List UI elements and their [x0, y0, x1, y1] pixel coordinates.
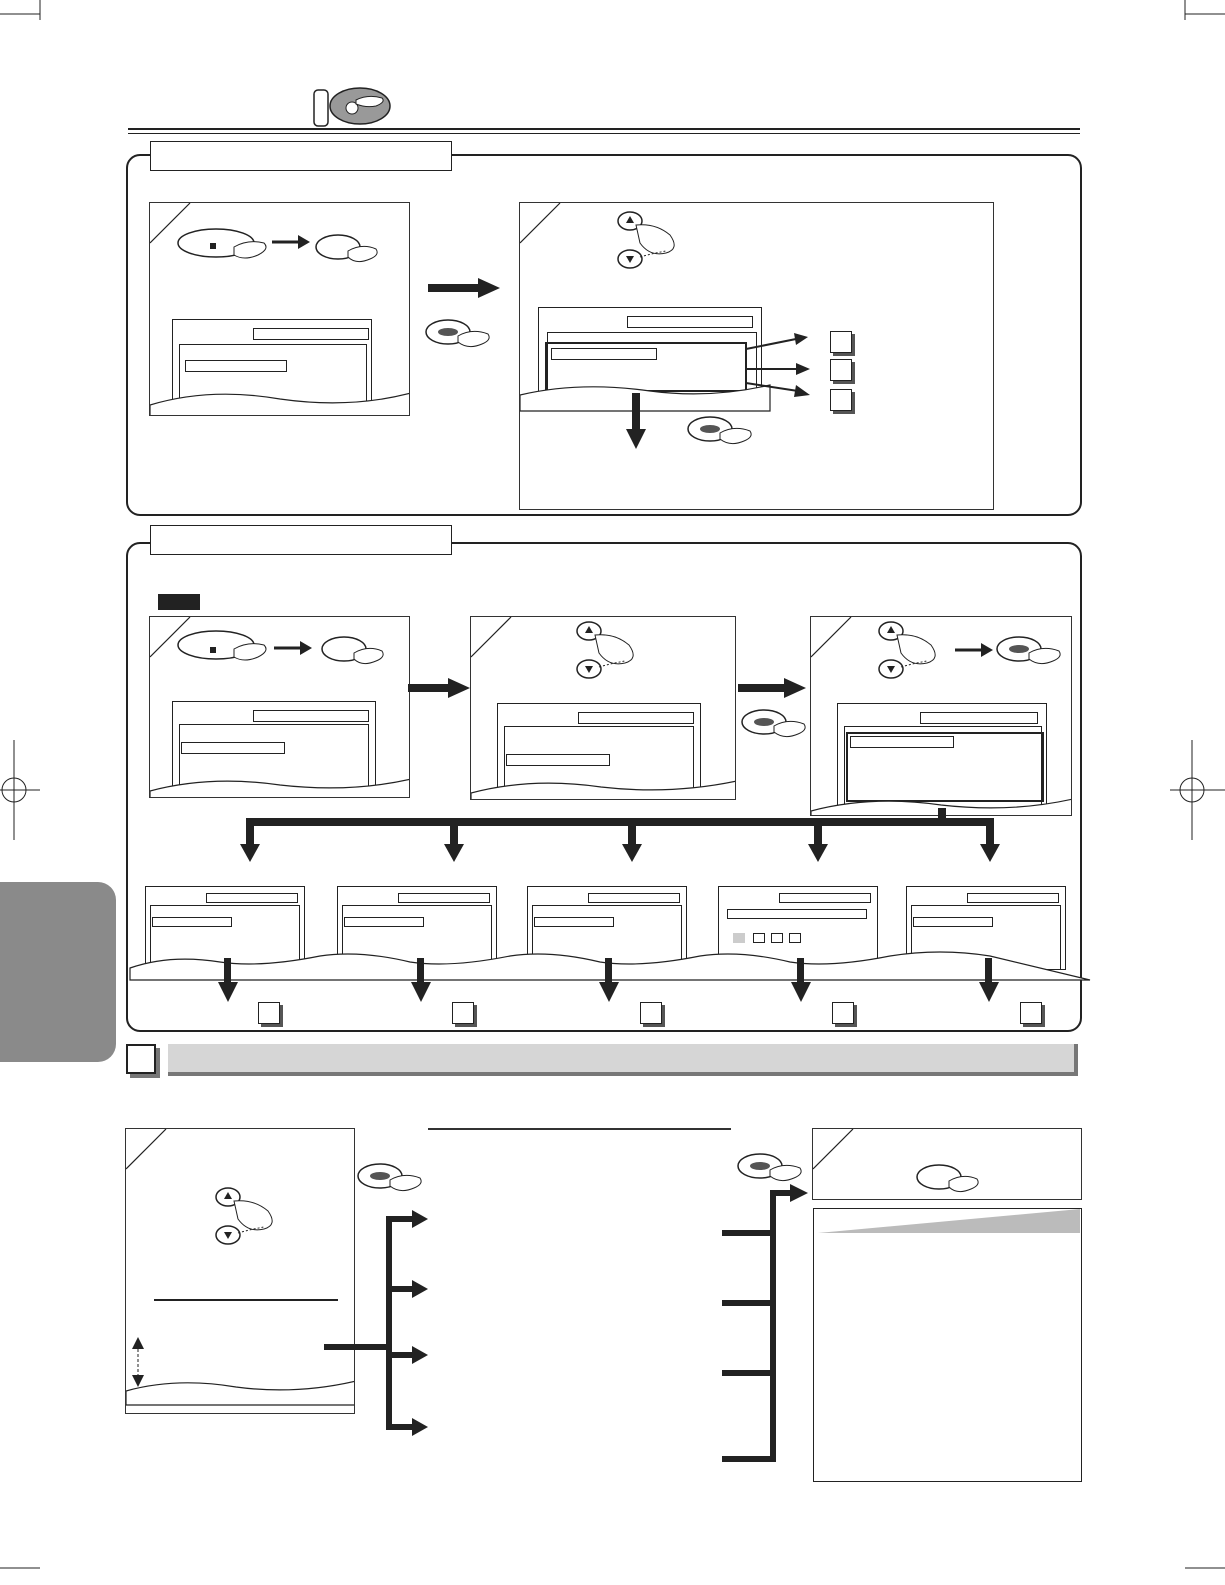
section-header-bar: [168, 1044, 1078, 1076]
panel-1-step-1: [149, 202, 410, 416]
panel-2-step-3: [810, 616, 1072, 816]
reference-box: [258, 1002, 280, 1024]
up-down-buttons-hand-icon: [210, 1183, 290, 1249]
screen-highlight-bar: [506, 754, 610, 766]
header-rule: [128, 128, 1080, 130]
screen-title-bar: [398, 893, 490, 903]
reference-box: [830, 389, 852, 411]
bottom-step-2: [428, 1128, 731, 1130]
screen-title-bar: [588, 893, 680, 903]
screen-title-bar: [253, 710, 369, 722]
reference-box: [1020, 1002, 1042, 1024]
remote-disc-hand-icon: [312, 82, 392, 127]
reference-box: [452, 1002, 474, 1024]
setup-button-hand-icon: [320, 631, 390, 676]
bottom-step-3: [812, 1128, 1082, 1200]
screen-tear: [520, 381, 780, 411]
arrow-icon: [428, 278, 504, 298]
reference-box: [832, 1002, 854, 1024]
screen-highlight-bar: [181, 742, 285, 754]
stop-button-hand-icon: [176, 623, 276, 673]
screen-tear: [150, 383, 410, 416]
setup-button-hand-icon: [314, 229, 384, 274]
step-corner: [520, 203, 580, 263]
step-corner: [811, 617, 871, 677]
arrow-icon: [272, 235, 312, 249]
panel-2-title-tab: [150, 525, 452, 555]
screen-title-bar: [206, 893, 298, 903]
distribution-arrows: [0, 808, 1225, 888]
up-down-buttons-hand-icon: [873, 617, 953, 683]
panel-2-step-2: [470, 616, 736, 800]
section-number-box: [126, 1044, 156, 1074]
setup-button-hand-icon: [915, 1159, 985, 1200]
reference-box: [830, 331, 852, 353]
step-corner: [813, 1129, 873, 1189]
screen-highlight-bar: [534, 917, 614, 927]
up-down-buttons-hand-icon: [612, 207, 692, 273]
enter-button-hand-icon: [740, 706, 816, 748]
screen-title-bar: [967, 893, 1059, 903]
screen-title-bar: [627, 316, 753, 328]
screen-title-bar: [578, 712, 694, 724]
note-box: [813, 1208, 1082, 1482]
code-entry-slot: [753, 933, 765, 943]
arrow-icon: [626, 393, 646, 453]
code-entry-slot: [789, 933, 801, 943]
enter-button-hand-icon: [356, 1160, 432, 1202]
panel-1-step-2: [519, 202, 994, 510]
screen-highlight-bar: [913, 917, 993, 927]
screen-highlight-bar: [850, 736, 954, 748]
enter-button-hand-icon: [424, 316, 500, 358]
tv-screen: [154, 1299, 338, 1301]
screen-tear: [471, 775, 736, 800]
screen-tear: [126, 1375, 355, 1405]
step-corner: [471, 617, 531, 677]
stop-button-hand-icon: [176, 221, 276, 271]
arrow-icon: [274, 641, 314, 655]
screen-tear: [150, 773, 410, 798]
screen-title-bar: [779, 893, 871, 903]
step-corner: [126, 1129, 186, 1189]
screen-highlight-bar: [152, 917, 232, 927]
arrow-icon: [738, 678, 810, 698]
up-down-buttons-hand-icon: [571, 617, 651, 683]
step-corner: [429, 1129, 489, 1130]
screen-highlight-bar: [551, 348, 657, 360]
bottom-step-1: [125, 1128, 355, 1414]
arrow-icon: [955, 643, 995, 657]
reference-box: [640, 1002, 662, 1024]
note-label: [158, 594, 200, 610]
code-entry-slot: [771, 933, 783, 943]
screen-highlight-bar: [344, 917, 424, 927]
enter-button-hand-icon: [995, 633, 1071, 675]
code-entry-slot: [733, 933, 745, 943]
bottom-connector-left: [324, 1206, 444, 1446]
note-box-header-wedge: [814, 1209, 1080, 1235]
enter-button-hand-icon: [686, 413, 762, 455]
header-rule-thin: [128, 133, 1080, 134]
screen-title-bar: [920, 712, 1038, 724]
bottom-connector-right: [722, 1180, 822, 1470]
panel-1-title-tab: [150, 141, 452, 171]
arrow-icon: [408, 678, 474, 698]
reference-box: [830, 359, 852, 381]
branch-arrows: [746, 333, 826, 403]
panel-2-step-1: [149, 616, 410, 798]
screen-title-bar: [253, 328, 369, 340]
screen-highlight-bar: [185, 360, 287, 372]
screen-wide-bar: [727, 909, 867, 919]
